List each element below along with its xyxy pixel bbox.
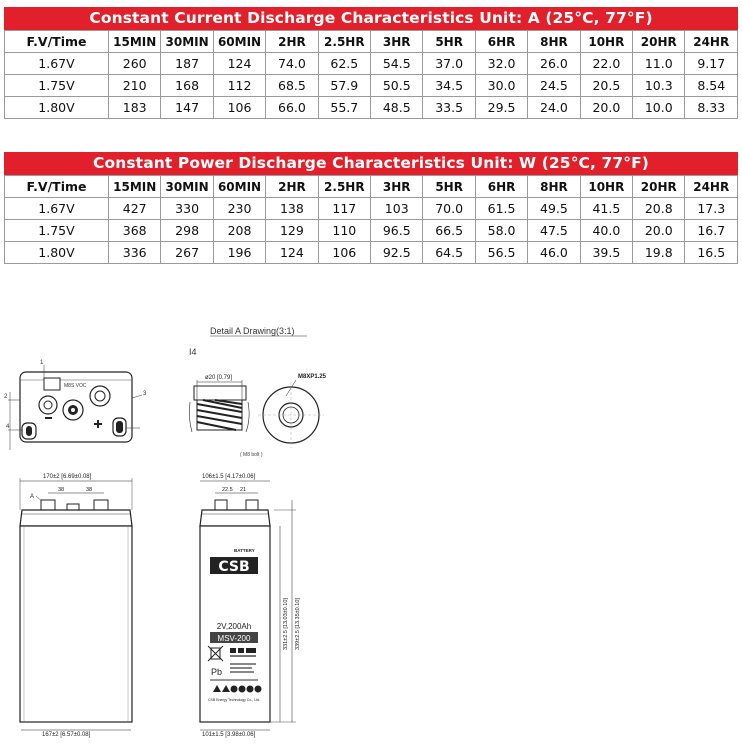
table-row [5,198,738,220]
brand-sub: BATTERY [234,548,255,553]
value-cell: 66.5 [423,220,475,242]
value-cell: 183 [109,97,161,119]
power-header-row [5,176,738,198]
header-cell: 20HR [633,31,685,53]
value-cell: 41.5 [580,198,632,220]
header-cell: 30MIN [161,31,213,53]
pitch-a: 38 [58,487,65,493]
rating-text: 2V,200Ah [216,622,252,631]
value-cell: 187 [161,53,213,75]
value-cell: 20.0 [633,220,685,242]
table-row [5,220,738,242]
value-cell: 103 [371,198,423,220]
value-cell: 68.5 [266,75,318,97]
table-row [5,97,738,119]
value-cell: 330 [161,198,213,220]
value-cell: 17.3 [685,198,738,220]
voltage-cell: 1.67V [5,198,109,220]
value-cell: 112 [213,75,265,97]
table-row [5,242,738,264]
power-discharge-table [4,152,738,264]
voltage-cell: 1.75V [5,75,109,97]
value-cell: 267 [161,242,213,264]
header-cell: 8HR [528,31,580,53]
value-cell: 20.0 [580,97,632,119]
voltage-cell: 1.67V [5,53,109,75]
value-cell: 47.5 [528,220,580,242]
value-cell: 106 [318,242,370,264]
value-cell: 298 [161,220,213,242]
value-cell: 20.8 [633,198,685,220]
header-cell: 10HR [580,31,632,53]
bolt-dim: ø20 [0.79] [205,375,233,381]
value-cell: 110 [318,220,370,242]
maker-text: CSB Energy Technology Co., Ltd. [207,698,261,702]
value-cell: 26.0 [528,53,580,75]
value-cell: 34.5 [423,75,475,97]
bolt-note: ( M8 bolt ) [240,452,263,458]
value-cell: 16.5 [685,242,738,264]
value-cell: 336 [109,242,161,264]
value-cell: 210 [109,75,161,97]
height-total-dim: 339±2.5 [13.35±0.10] [295,598,301,650]
voltage-cell: 1.80V [5,242,109,264]
header-cell: 2.5HR [318,31,370,53]
power-table-title: Constant Power Discharge Characteristics Unit: W (25°C, 77°F) [4,152,738,175]
value-cell: 39.5 [580,242,632,264]
value-cell: 20.5 [580,75,632,97]
current-header-row [5,31,738,53]
table-row [5,75,738,97]
value-cell: 66.0 [266,97,318,119]
csb-logo [210,557,258,575]
value-cell: 46.0 [528,242,580,264]
value-cell: 106 [213,97,265,119]
value-cell: 24.0 [528,97,580,119]
header-cell: 6HR [475,31,527,53]
current-table-title: Constant Current Discharge Characteristics Unit: A (25°C, 77°F) [4,7,738,30]
value-cell: 58.0 [475,220,527,242]
header-cell: F.V/Time [5,176,109,198]
model-text: MSV-200 [217,634,251,643]
header-cell: 6HR [475,176,527,198]
value-cell: 62.5 [318,53,370,75]
value-cell: 22.0 [580,53,632,75]
header-cell: 3HR [371,31,423,53]
value-cell: 61.5 [475,198,527,220]
value-cell: 37.0 [423,53,475,75]
value-cell: 55.7 [318,97,370,119]
value-cell: 33.5 [423,97,475,119]
value-cell: 19.8 [633,242,685,264]
value-cell: 138 [266,198,318,220]
side-top-dim: 106±1.5 [4.17±0.06] [202,474,256,480]
header-cell: 10HR [580,176,632,198]
value-cell: 96.5 [371,220,423,242]
header-cell: 30MIN [161,176,213,198]
value-cell: 54.5 [371,53,423,75]
value-cell: 196 [213,242,265,264]
bottom-width-dim: 167±2 [6.57±0.08] [42,732,91,738]
voltage-cell: 1.75V [5,220,109,242]
value-cell: 74.0 [266,53,318,75]
callout-3: 3 [143,391,147,397]
header-cell: 2HR [266,176,318,198]
value-cell: 427 [109,198,161,220]
value-cell: 16.7 [685,220,738,242]
height-inner-dim: 331±2.5 [13.03±0.10] [283,598,289,650]
width-top-dim: 170±2 [6.69±0.08] [43,474,92,480]
a-marker: A [30,494,35,500]
voltage-cell: 1.80V [5,97,109,119]
value-cell: 48.5 [371,97,423,119]
value-cell: 168 [161,75,213,97]
value-cell: 117 [318,198,370,220]
table-row [5,53,738,75]
pitch-b: 38 [86,487,93,493]
value-cell: 230 [213,198,265,220]
value-cell: 32.0 [475,53,527,75]
header-cell: 60MIN [213,31,265,53]
value-cell: 70.0 [423,198,475,220]
header-cell: 60MIN [213,176,265,198]
header-cell: 20HR [633,176,685,198]
header-cell: 5HR [423,176,475,198]
callout-2: 2 [4,394,8,400]
side-view-drawing [200,474,301,738]
header-cell: 8HR [528,176,580,198]
header-cell: 2.5HR [318,176,370,198]
value-cell: 50.5 [371,75,423,97]
value-cell: 368 [109,220,161,242]
value-cell: 208 [213,220,265,242]
value-cell: 92.5 [371,242,423,264]
value-cell: 147 [161,97,213,119]
bolt-detail-drawing [189,375,249,432]
value-cell: 10.0 [633,97,685,119]
value-cell: 11.0 [633,53,685,75]
value-cell: 40.0 [580,220,632,242]
side-pitch-a: 22.5 [222,487,233,493]
value-cell: 129 [266,220,318,242]
header-cell: 24HR [685,31,738,53]
header-cell: F.V/Time [5,31,109,53]
value-cell: 10.3 [633,75,685,97]
value-cell: 57.9 [318,75,370,97]
callout-4: 4 [6,424,10,430]
detail-label: Detail A Drawing(3:1) [210,326,295,336]
value-cell: 124 [266,242,318,264]
header-cell: 5HR [423,31,475,53]
callout-1: 1 [40,360,44,366]
front-view-drawing [20,474,132,738]
value-cell: 56.5 [475,242,527,264]
side-bottom-dim: 101±1.5 [3.98±0.06] [202,732,256,738]
value-cell: 49.5 [528,198,580,220]
brand-logo-text: CSB [218,559,250,575]
value-cell: 64.5 [423,242,475,264]
terminal-code: I4 [189,347,197,357]
thread-detail-drawing [240,374,327,458]
vent-label: M8S VOC [64,383,87,389]
current-discharge-table [4,7,738,119]
side-pitch-b: 21 [240,487,247,493]
value-cell: 9.17 [685,53,738,75]
value-cell: 24.5 [528,75,580,97]
value-cell: 30.0 [475,75,527,97]
value-cell: 8.33 [685,97,738,119]
thread-label: M8XP1.25 [298,374,327,380]
value-cell: 260 [109,53,161,75]
header-cell: 3HR [371,176,423,198]
certification-marks-icon [230,648,256,657]
top-view-drawing [4,360,147,450]
value-cell: 8.54 [685,75,738,97]
lead-mark: Pb [211,667,223,677]
header-cell: 2HR [266,31,318,53]
header-cell: 24HR [685,176,738,198]
value-cell: 124 [213,53,265,75]
battery-drawings [0,320,742,750]
header-cell: 15MIN [109,31,161,53]
value-cell: 29.5 [475,97,527,119]
header-cell: 15MIN [109,176,161,198]
